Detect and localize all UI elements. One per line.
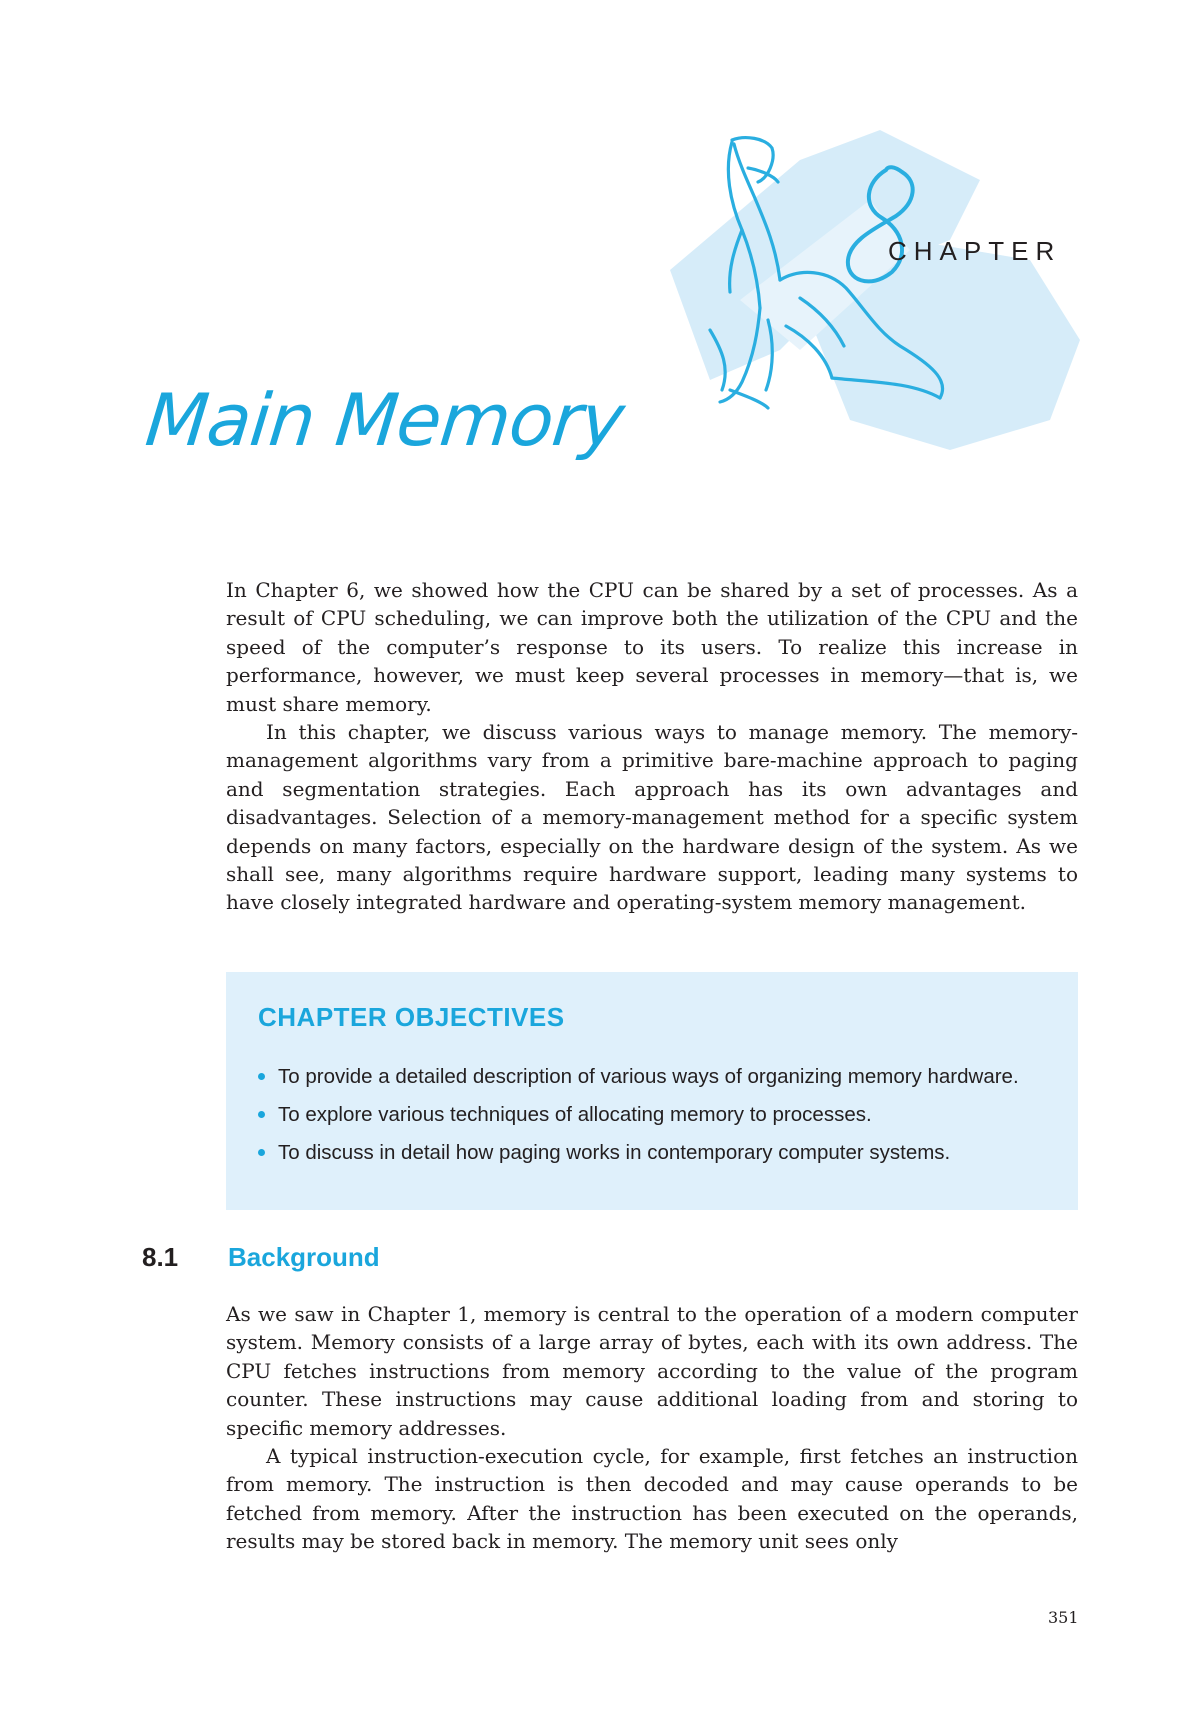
chapter-objectives-box (226, 972, 1078, 1210)
section-text (226, 1300, 1078, 1556)
intro-text (226, 576, 1078, 917)
objectives-title: CHAPTER OBJECTIVES (258, 1002, 565, 1032)
chapter-illustration (650, 120, 1100, 470)
section-paragraph: As we saw in Chapter 1, memory is central to the operation of a modern computer system. Memory consists of a large array of bytes, each with its own address. The CPU fetches instructions from memory according to the value of the program counter. These instructions may cause additional loading from and storing to specific memory addresses. (226, 1302, 1078, 1440)
intro-paragraph: In Chapter 6, we showed how the CPU can be shared by a set of processes. As a result of CPU scheduling, we can improve both the utilization of the CPU and the speed of the computer’s response to its users. To realize this increase in performance, however, we must keep several processes in memory—that is, we must share memory. (226, 578, 1078, 716)
objectives-list (258, 1062, 1058, 1176)
section-number: 8.1 (142, 1242, 179, 1272)
section-title: Background (228, 1242, 380, 1272)
chapter-label: CHAPTER (888, 236, 1062, 266)
objective-item (258, 1062, 1058, 1091)
objective-text: To discuss in detail how paging works in contemporary computer systems. (278, 1141, 951, 1164)
objective-text: To provide a detailed description of various ways of organizing memory hardware. (278, 1065, 1019, 1088)
intro-paragraph: In this chapter, we discuss various ways to manage memory. The memory-management algorithms vary from a primitive bare-machine approach to paging and segmentation strategies. Each approach has its own advantages and disadvantages. Selection of a memory-management method for a specific system depends on many factors, especially on the hardware design of the system. As we shall see, many algorithms require hardware support, leading many systems to have closely integrated hardware and operating-system memory management. (226, 720, 1078, 915)
page-number: 351 (1048, 1608, 1079, 1627)
bullet-icon (258, 1073, 265, 1080)
bullet-icon (258, 1111, 265, 1118)
objective-item (258, 1100, 1058, 1129)
bullet-icon (258, 1149, 265, 1156)
chapter-title: Main Memory (142, 378, 628, 462)
objective-item (258, 1138, 1058, 1167)
objective-text: To explore various techniques of allocating memory to processes. (278, 1103, 872, 1126)
section-paragraph: A typical instruction-execution cycle, for example, first fetches an instruction from memory. The instruction is then decoded and may cause operands to be fetched from memory. After the instruction has been executed on the operands, results may be stored back in memory. The memory unit sees only (226, 1444, 1078, 1554)
